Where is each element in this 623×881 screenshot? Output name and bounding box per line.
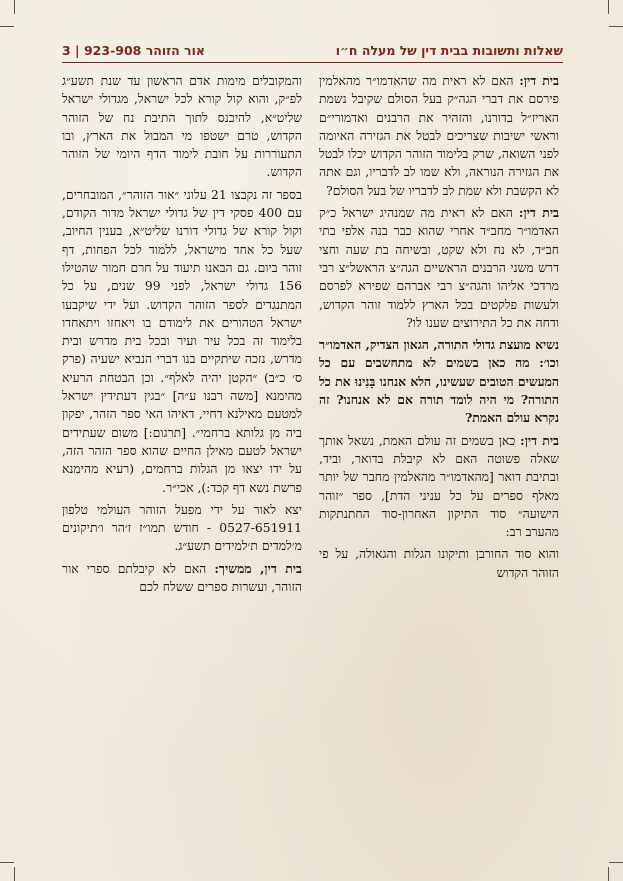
paragraph-text: האם לא קיבלתם ספרי אור הזוהר, ועשרות ספרים ששלח לכם bbox=[62, 561, 302, 595]
speaker-label: בית דין, ממשיך: bbox=[214, 560, 302, 576]
paragraph-text: האם לא ראית מה שהאדמו״ר מהאלמין פירסם את דברי הגה״ק בעל הסולם שקיבל נשמת האריז״ל בדורנו, והזהיר את הרבנים ואדמורי״ם וראשי ישיבות שצריכים לבטל את הגזירה האיומה לפני השואה, שרק בלימוד הזוהר הקדוש יכלו לבטל את הגזירה הנוראה, ולא שמו לב לדבריו, וגם אתה לא הקשבת ולא שמת לב לדבריו של בעל הסולם? bbox=[319, 74, 559, 198]
crop-mark bbox=[14, 0, 15, 14]
speaker-label: בית דין: bbox=[520, 432, 559, 448]
paragraph bbox=[62, 186, 302, 497]
paragraph-text: האם לא ראית מה שמנהיג ישראל כ״ק האדמו״ר מחב״ד אחרי שהוא כבר בנה אלפי בתי חב״ד, לא נח ולא שקט, ובשיחה בת שעה וחצי דרש משני הרבנים הראשיים הגה״צ הראשל״צ רבי מרדכי אליהו והגה״צ רבי אברהם שפירא לפרסם ולעשות פלקטים בכל הארץ ללמוד זוהר הקדוש, ודחה את כל התירוצים שענו לו? bbox=[319, 206, 559, 330]
paragraph bbox=[62, 501, 302, 556]
paragraph-text: מה כאן בשמים לא מתחשבים עם כל המעשים הטובים שעשינו, הלא אנחנו בָּנִינוּ את כל התורה? מי היה לומד תורה אם לא אנחנו? זה נקרא עולם האמת? bbox=[319, 355, 559, 426]
paragraph-text: והמקובלים מימות אדם הראשון עד שנת תשע״ג לפ״ק, והוא קול קורא לכל ישראל, מגדולי ישראל שליט״א, להיכנס לתוך התיבת נח של הזוהר הקדוש, טרם ישטפו מי המבול את הארץ, ובו התעוררות על חובת לימוד הדף היומי של הזוהר הקדוש. bbox=[62, 74, 302, 180]
speaker-label: בית דין: bbox=[519, 73, 559, 88]
paragraph bbox=[62, 72, 302, 182]
paragraph bbox=[319, 432, 559, 542]
running-header bbox=[62, 36, 563, 58]
paragraph-text: בספר זה נקבצו 21 עלוני ״אור הזוהר״, המובחרים, עם 400 פסקי דין של גדולי ישראל מדור הקודם, וקול קורא של גדולי דורנו שליט״א, בענין החיוב, שעל כל אחד מישראל, ללמוד לכל הפחות, דף זוהר ביום. גם הבאנו תיעוד על חרם חמור שהטילו 156 גדולי ישראל, לפני 99 שנים, על כל המתנגדים לספר הזוהר הקדוש. ועל ידי שיקבעו ישראל הטהורים את לימודם בו ויאחזו ויתאחדו בלימוד זה בכל עיר ועיר ובכל בית מדרש ובית מדרש, נזכה שיתקיים בנו דברי הנביא ישעיה (פרק ס׳ כ״ב) ״הקטן יהיה לאלף״. וכן הבטחת הרעיא מהימנא [משה רבנו ע״ה] ״בגין דעתידין ישראל למטעם מאילנא דחיי, דאיהו האי ספר הזהר, יפקון ביה מן גלותא ברחמי״. [תרגום:] משום שעתידים ישראל לטעם מאילן החיים שהוא ספר הזהר הזה, על ידו יצאו מן הגלות ברחמים, (רעיא מהימנא פרשת נשא דף קכד:), אכי״ר. bbox=[62, 187, 302, 495]
paragraph bbox=[319, 545, 559, 582]
speaker-label: בית דין: bbox=[518, 205, 559, 221]
paragraph bbox=[319, 336, 559, 427]
crop-mark bbox=[14, 867, 15, 881]
column-right bbox=[319, 72, 559, 862]
paragraph bbox=[319, 204, 559, 332]
paragraph bbox=[319, 72, 559, 200]
crop-mark bbox=[609, 862, 623, 863]
crop-mark bbox=[609, 26, 623, 27]
paragraph-text: והוא סוד החורבן ותיקונו הגלות והגאולה, על פי הזוהר הקדוש bbox=[319, 547, 559, 580]
column-left bbox=[62, 72, 302, 862]
paragraph-text: יצא לאור על ידי מפעל הזוהר העולמי טלפון 0527-651911 - חודש תמו״ז ז׳הר ו׳תיקונים מ׳למדים ת׳למידים תשע״ג. bbox=[62, 502, 302, 554]
header-title: שאלות ותשובות בבית דין של מעלה ח״ו bbox=[335, 43, 563, 58]
crop-mark bbox=[608, 0, 609, 14]
crop-mark bbox=[608, 867, 609, 881]
paragraph bbox=[62, 560, 302, 597]
crop-mark bbox=[0, 26, 14, 27]
crop-mark bbox=[0, 862, 14, 863]
speaker-label: נשיא מועצת גדולי התורה, הגאון הצדיק, האדמו״ר וכו׳: bbox=[319, 337, 559, 371]
paragraph-text: כאן בשמים זה עולם האמת, נשאל אותך שאלה פשוטה האם לא קיבלת בדואר, וביד, ובתיבת דואר [מהאדמו״ר מהאלמין מחבר של יותר מאלף ספרים על כל עניני הדת], ספר ״זוהר הישועה״ סוד התיקון האחרון-סוד החתנתקות מהערב רב: bbox=[319, 433, 559, 540]
header-page-number: אור הזוהר 923-908 | 3 bbox=[62, 43, 205, 58]
header-rule bbox=[62, 62, 563, 63]
